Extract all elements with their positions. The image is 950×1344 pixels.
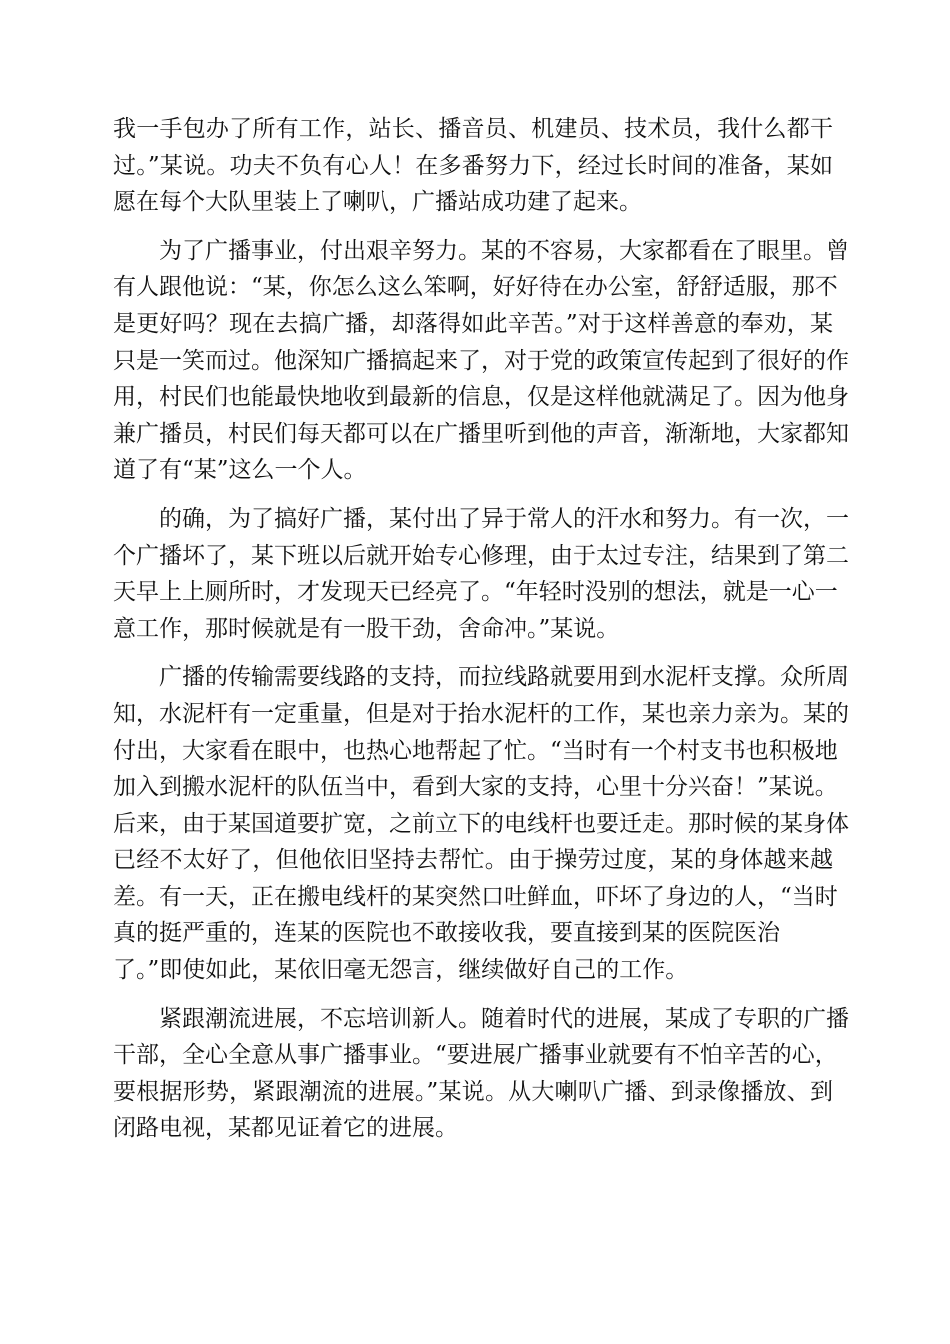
paragraph-1 [113, 111, 833, 221]
document-page [113, 111, 849, 1159]
text-line: 差。有一天，正在搬电线杆的某突然口吐鲜血，吓坏了身边的人，“当时 [113, 883, 838, 910]
text-line: 意工作，那时候就是有一股干劲，舍命冲。”某说。 [113, 615, 620, 642]
text-line: 愿在每个大队里装上了喇叭，广播站成功建了起来。 [113, 189, 642, 216]
text-line: 个广播坏了，某下班以后就开始专心修理，由于太过专注，结果到了第二 [113, 542, 849, 569]
text-line: 我一手包办了所有工作，站长、播音员、机建员、技术员，我什么都干 [113, 116, 833, 142]
text-line: 道了有“某”这么一个人。 [113, 457, 367, 484]
text-line: 加入到搬水泥杆的队伍当中，看到大家的支持，心里十分兴奋！”某说。 [113, 774, 838, 801]
paragraph-4 [113, 659, 849, 988]
text-line: 用，村民们也能最快地收到最新的信息，仅是这样他就满足了。因为他身 [113, 384, 849, 411]
text-line: 广播的传输需要线路的支持，而拉线路就要用到水泥杆支撑。众所周 [159, 664, 849, 691]
text-line: 闭路电视，某都见证着它的进展。 [113, 1115, 458, 1142]
text-line: 过。”某说。功夫不负有心人！在多番努力下，经过长时间的准备，某如 [113, 152, 833, 179]
paragraph-5 [113, 1001, 849, 1147]
text-line: 有人跟他说：“某，你怎么这么笨啊，好好待在办公室，舒舒适服，那不 [113, 274, 838, 301]
paragraph-3 [113, 501, 849, 647]
text-line: 是更好吗？现在去搞广播，却落得如此辛苦。”对于这样善意的奉劝，某 [113, 310, 833, 337]
paragraph-2 [113, 233, 849, 489]
text-line: 的确，为了搞好广播，某付出了异于常人的汗水和努力。有一次，一 [159, 505, 849, 532]
text-line: 天早上上厕所时，才发现天已经亮了。“年轻时没别的想法，就是一心一 [113, 579, 838, 606]
text-line: 付出，大家看在眼中，也热心地帮起了忙。“当时有一个村支书也积极地 [113, 737, 838, 764]
text-line: 兼广播员，村民们每天都可以在广播里听到他的声音，渐渐地，大家都知 [113, 420, 849, 447]
text-line: 知，水泥杆有一定重量，但是对于抬水泥杆的工作，某也亲力亲为。某的 [113, 700, 849, 727]
text-line: 已经不太好了，但他依旧坚持去帮忙。由于操劳过度，某的身体越来越 [113, 847, 833, 874]
text-line: 干部，全心全意从事广播事业。“要进展广播事业就要有不怕辛苦的心， [113, 1042, 838, 1069]
text-line: 为了广播事业，付出艰辛努力。某的不容易，大家都看在了眼里。曾 [159, 237, 849, 264]
text-line: 了。”即使如此，某依旧毫无怨言，继续做好自己的工作。 [113, 957, 689, 984]
text-line: 后来，由于某国道要扩宽，之前立下的电线杆也要迁走。那时候的某身体 [113, 810, 849, 837]
text-line: 要根据形势，紧跟潮流的进展。”某说。从大喇叭广播、到录像播放、到 [113, 1078, 833, 1105]
text-line: 只是一笑而过。他深知广播搞起来了，对于党的政策宣传起到了很好的作 [113, 347, 849, 374]
text-line: 真的挺严重的，连某的医院也不敢接收我，要直接到某的医院医治 [113, 920, 780, 947]
text-line: 紧跟潮流进展，不忘培训新人。随着时代的进展，某成了专职的广播 [159, 1005, 849, 1032]
